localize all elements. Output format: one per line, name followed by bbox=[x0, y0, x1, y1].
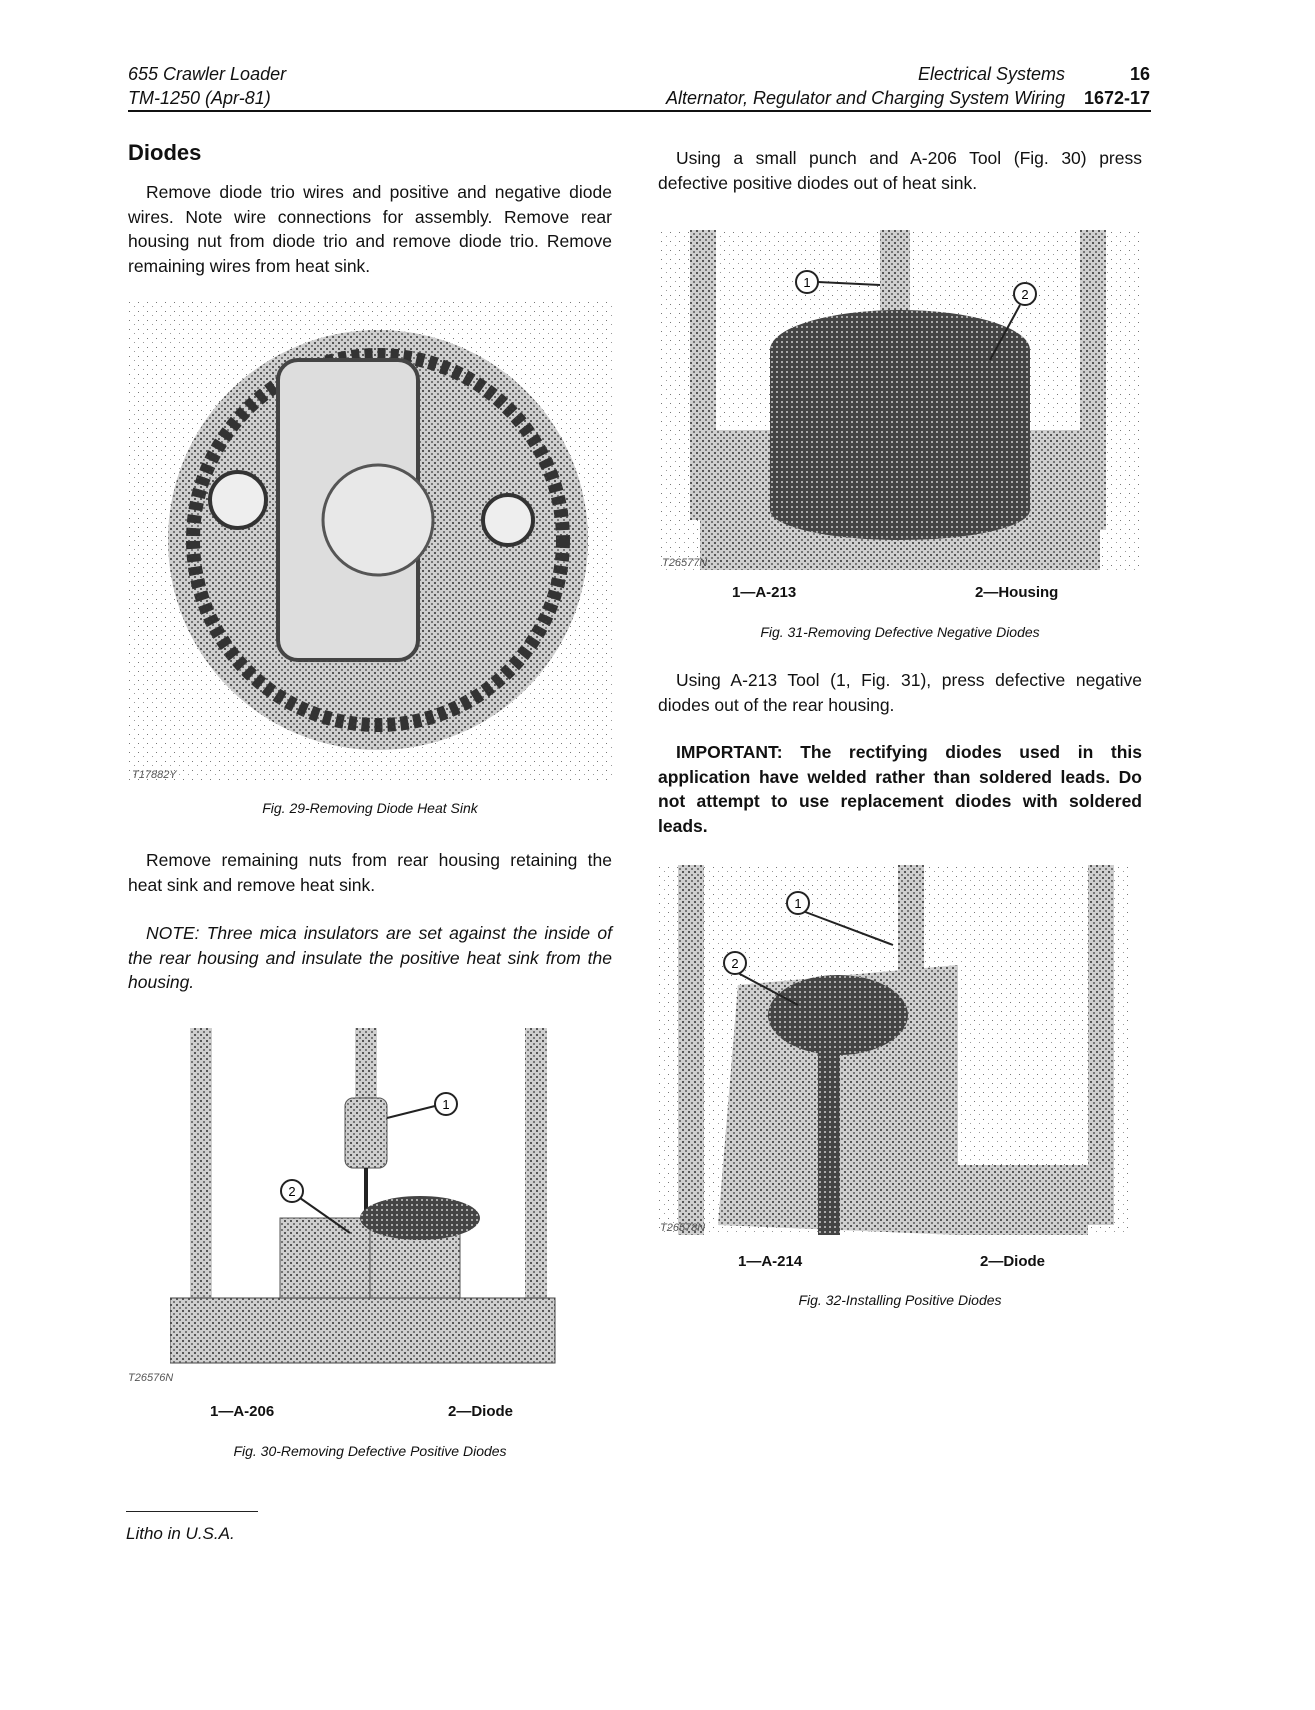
figure-30-photo bbox=[170, 1028, 570, 1388]
figure-31-label-1: 1—A-213 bbox=[732, 584, 797, 601]
manual-title: 655 Crawler Loader bbox=[128, 64, 287, 84]
figure-32-caption: Fig. 32-Installing Positive Diodes bbox=[798, 1292, 1002, 1308]
figure-code: T17882Y bbox=[132, 769, 177, 781]
paragraph bbox=[128, 180, 612, 278]
footer-litho: Litho in U.S.A. bbox=[126, 1524, 235, 1543]
figure-code: T26577N bbox=[662, 557, 708, 569]
callout-1: 1 bbox=[442, 1097, 450, 1112]
section-heading: Diodes bbox=[128, 140, 202, 165]
note bbox=[128, 921, 612, 995]
important-text: IMPORTANT: The rectifying diodes used in this application have welded rather than soldered leads. Do not attempt to use replacement diodes with soldered leads. bbox=[658, 742, 1142, 836]
figure-32-label-1: 1—A-214 bbox=[738, 1253, 803, 1270]
note-text: NOTE: Three mica insulators are set against the inside of the rear housing and insulate the positive heat sink from the housing. bbox=[128, 923, 612, 992]
figure-29-caption: Fig. 29-Removing Diode Heat Sink bbox=[262, 800, 478, 816]
figure-31-photo bbox=[660, 230, 1142, 570]
figure-30-label-1: 1—A-206 bbox=[210, 1403, 275, 1420]
callout-2: 2 bbox=[288, 1184, 296, 1199]
paragraph bbox=[658, 146, 1142, 195]
paragraph bbox=[128, 848, 612, 897]
manual-code-date: TM-1250 (Apr-81) bbox=[128, 88, 271, 108]
figure-32-label-2: 2—Diode bbox=[980, 1253, 1046, 1270]
paragraph-text: Using A-213 Tool (1, Fig. 31), press defective negative diodes out of the rear housing. bbox=[658, 670, 1142, 715]
figure-30-label-2: 2—Diode bbox=[448, 1403, 514, 1420]
footer-rule bbox=[126, 1511, 258, 1512]
paragraph-text: Using a small punch and A-206 Tool (Fig. 30) press defective positive diodes out of heat sink. bbox=[658, 148, 1142, 193]
section-number: 16 bbox=[1129, 64, 1150, 84]
callout-1: 1 bbox=[794, 896, 802, 911]
page-number: 1672-17 bbox=[1083, 88, 1150, 108]
figure-32-photo bbox=[658, 865, 1130, 1235]
callout-2: 2 bbox=[731, 956, 739, 971]
figure-code: T26578N bbox=[660, 1222, 706, 1234]
header-rule bbox=[128, 110, 1151, 112]
callout-1: 1 bbox=[803, 275, 811, 290]
important-notice bbox=[658, 740, 1142, 838]
paragraph bbox=[658, 668, 1142, 717]
figure-code: T26576N bbox=[128, 1372, 174, 1384]
figure-29-photo bbox=[128, 300, 612, 782]
callout-2: 2 bbox=[1021, 287, 1029, 302]
figure-30-caption: Fig. 30-Removing Defective Positive Diodes bbox=[233, 1443, 507, 1459]
figure-31-label-2: 2—Housing bbox=[975, 584, 1059, 601]
paragraph-text: Remove remaining nuts from rear housing retaining the heat sink and remove heat sink. bbox=[128, 850, 612, 895]
figure-31-caption: Fig. 31-Removing Defective Negative Diodes bbox=[760, 624, 1040, 640]
subsection-title: Alternator, Regulator and Charging System Wiring bbox=[665, 88, 1065, 108]
paragraph-text: Remove diode trio wires and positive and negative diode wires. Note wire connections for assembly. Remove rear housing nut from diode trio and remove diode trio. Remove remaining wires from heat sink. bbox=[128, 182, 612, 276]
section-title: Electrical Systems bbox=[917, 64, 1065, 84]
